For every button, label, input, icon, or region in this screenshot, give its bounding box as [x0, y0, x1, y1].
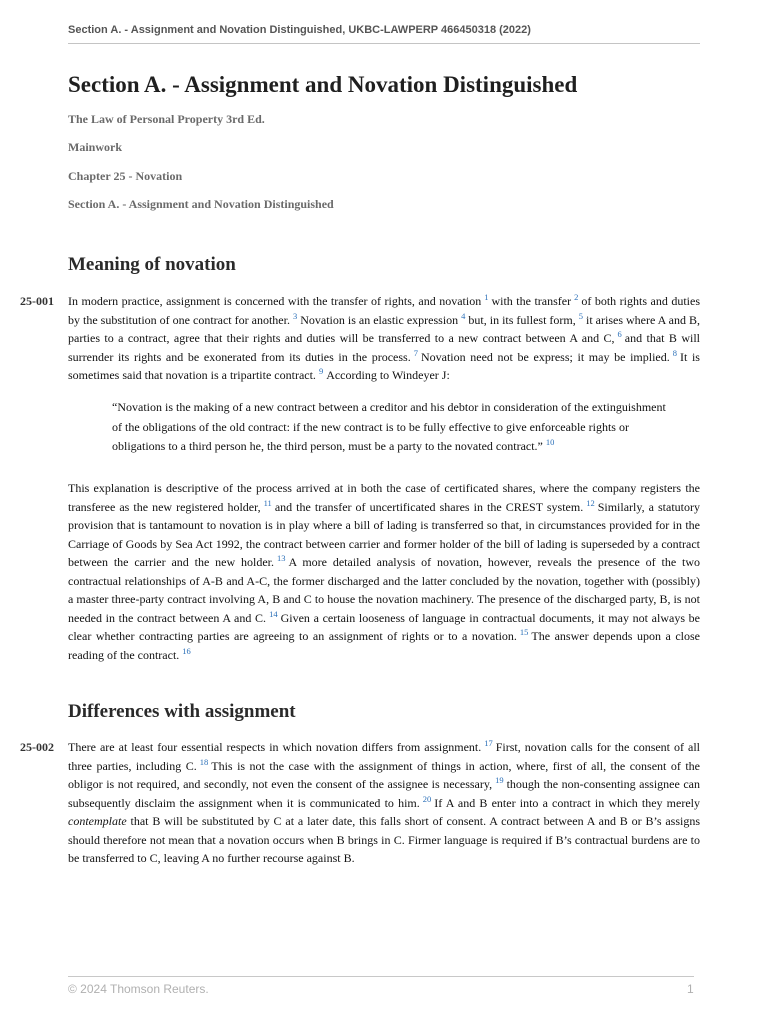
footnote-link[interactable]: 4 [461, 310, 466, 321]
footnote-link[interactable]: 9 [318, 366, 324, 376]
footnote-link[interactable]: 1 [484, 292, 489, 302]
paragraph-number: 25-002 [20, 740, 54, 754]
footnote-link[interactable]: 18 [199, 756, 209, 767]
block-quote: “Novation is the making of a new contract between a creditor and his debtor in consideration of the extinguishment of the obligations of the old contract: if the new contract is to be fully effective to give enforceable rights or obligations to a third person he, the third person, must be a party to the novated contract.” $^{10}$ [112, 400, 666, 453]
breadcrumb-chapter: Chapter 25 - Novation [68, 169, 183, 183]
footnote-link[interactable]: 13 [276, 553, 286, 563]
breadcrumb-mainwork: Mainwork [68, 140, 122, 154]
footnote-link[interactable]: 2 [574, 292, 579, 302]
footnote-link[interactable]: 17 [484, 738, 493, 748]
footnote-link[interactable]: 3 [292, 310, 298, 321]
footnote-link[interactable]: 5 [578, 310, 584, 321]
footnote-link[interactable]: 10 [545, 437, 555, 447]
footnote-link[interactable]: 15 [519, 627, 529, 637]
footnote-link[interactable]: 6 [617, 329, 622, 339]
footnote-link[interactable]: 12 [586, 497, 595, 508]
footnote-link[interactable]: 11 [263, 497, 272, 508]
paragraph-25-002: There are at least four essential respects in which novation differs from assignment. $^{17}$ First, novation calls for the consent of all three parties, including C. $^{18}$ This is not the case with the assignment of things in action, where, first of all, the consent of the obligor is not required, and secondly, not even the consent of the assignee is necessary, $^{19}$ though the non-consenting assignee can subsequently disclaim the assignment when it is communicated to him. $^{20}$ If A and B enter into a contract in which they merely contemplate that B will be substituted by C at a later date, this falls short of consent. A contract between A and B or B’s assigns should therefore not mean that a novation occurs when B brings in C. Firmer language is required if B’s contractual burdens are to be transferred to C, leaving A no further recourse against B. [68, 738, 700, 865]
footnote-link[interactable]: 14 [269, 608, 278, 619]
footnote-link[interactable]: 16 [182, 645, 191, 656]
paragraph-25-001: In modern practice, assignment is concerned with the transfer of rights, and novation $^1$ with the transfer $^2$ of both rights and duties by the substitution of one contract for another. $^3$ Novation is an elastic expression $^4$ but, in its fullest form, $^5$ it arises where A and B, parties to a contract, agree that their rights and duties will be transferred to a new contract between A and C, $^6$ and that B will surrender its rights and be exonerated from its duties in the process. $^7$ Novation need not be express; it may be implied. $^8$ It is sometimes said that novation is a tripartite contract. $^9$ According to Windeyer J: [68, 292, 700, 382]
emphasis-contemplate: contemplate [68, 814, 127, 828]
paragraph-number: 25-001 [20, 294, 54, 308]
page-title: Section A. - Assignment and Novation Distinguished [68, 72, 578, 97]
section-heading-meaning: Meaning of novation [68, 254, 236, 275]
section-heading-differences: Differences with assignment [68, 701, 296, 722]
breadcrumb-section: Section A. - Assignment and Novation Distinguished [68, 197, 334, 211]
footnote-link[interactable]: 7 [413, 347, 418, 358]
running-header: Section A. - Assignment and Novation Distinguished, UKBC-LAWPERP 466450318 (2022) [68, 24, 700, 44]
footer-copyright: © 2024 Thomson Reuters. [68, 982, 209, 996]
footer-divider [68, 976, 694, 977]
paragraph-explanation: This explanation is descriptive of the process arrived at in both the case of certificated shares, where the company registers the transferee as the new registered holder, $^{11}$ and the transfer of uncertificated shares in the CREST system. $^{12}$ Similarly, a statutory provision that is tantamount to novation is in play where a bill of lading is transferred so that, in circumstances provided for in the Carriage of Goods by Sea Act 1992, the contract between carrier and former holder of the bill of lading is superseded by a contract between the carrier and the new holder. $^{13}$ A more detailed analysis of novation, however, reveals the presence of the two contractual relationships of A-B and A-C, the former discharged and the latter concluded by the novation, together with (possibly) a master three-party contract involving A, B and C to house the novation machinery. The presence of the discharged party, B, is not needed in the contract between A and C. $^{14}$ Given a certain looseness of language in contractual documents, it may not always be clear whether contracting parties are agreeing to an assignment of rights or to a novation. $^{15}$ The answer depends upon a close reading of the contract. $^{16}$ [68, 481, 700, 662]
page-number: 1 [687, 982, 694, 996]
footnote-link[interactable]: 19 [495, 775, 504, 785]
breadcrumb-book: The Law of Personal Property 3rd Ed. [68, 112, 265, 126]
footnote-link[interactable]: 20 [422, 793, 432, 804]
footnote-link[interactable]: 8 [672, 347, 677, 358]
